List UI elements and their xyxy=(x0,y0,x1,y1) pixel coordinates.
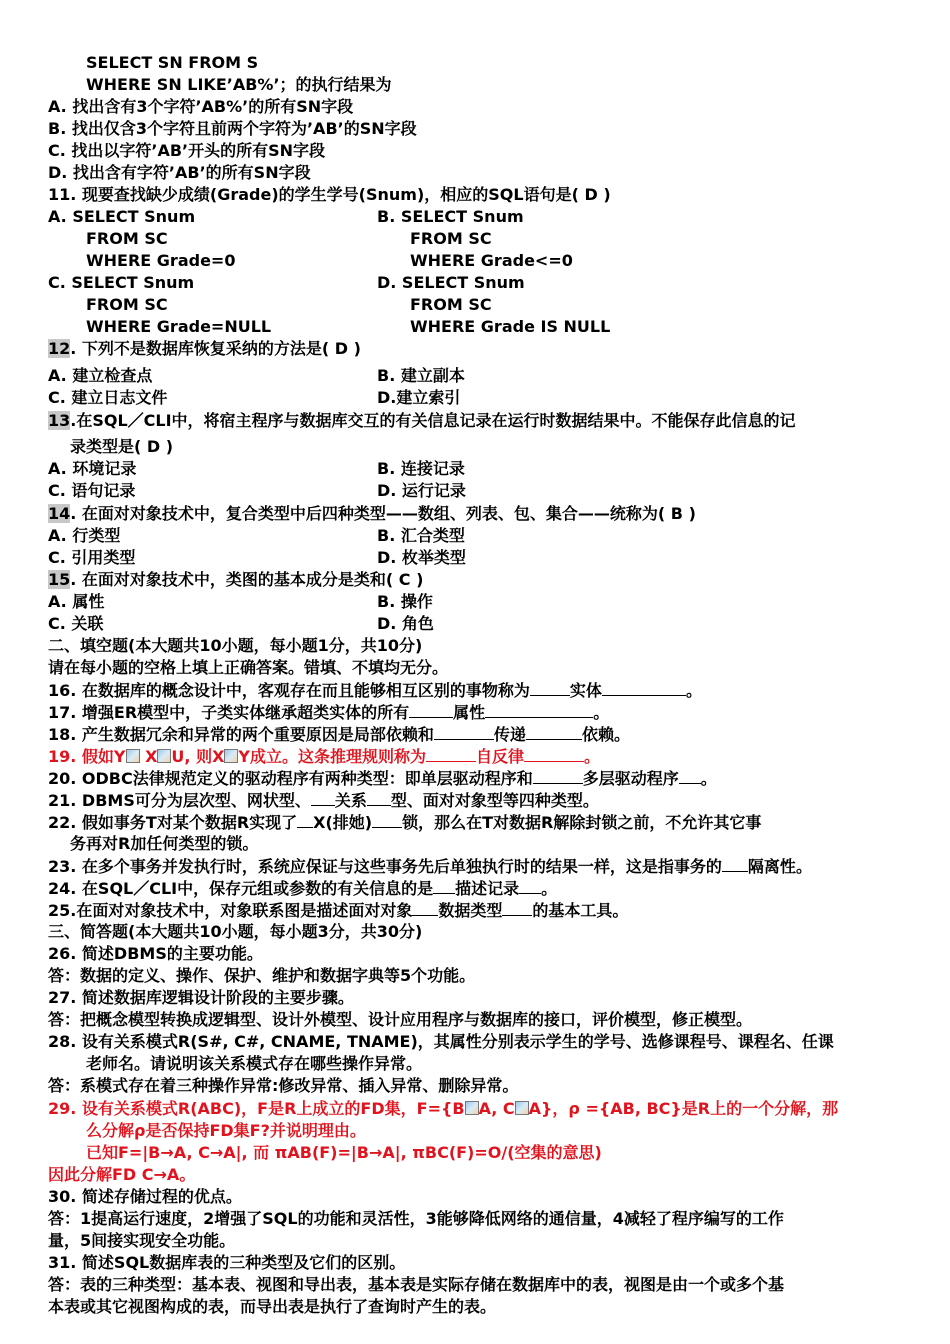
q11-option-c-line1: C. SELECT Snum xyxy=(48,273,195,292)
q11-option-d-line1: D. SELECT Snum xyxy=(377,273,525,292)
q15-option-a: A. 属性 xyxy=(48,592,105,611)
q11-option-a-line1: A. SELECT Snum xyxy=(48,207,196,226)
broken-image-icon xyxy=(515,1101,529,1115)
broken-image-icon xyxy=(224,749,238,763)
q13-option-d: D. 运行记录 xyxy=(377,481,466,500)
q25: 25.在面对对象技术中，对象联系图是描述面对对象 数据类型 的基本工具。 xyxy=(48,901,629,920)
q10-sql-line1: SELECT SN FROM S xyxy=(86,53,259,72)
q10-option-b: B. 找出仅含3个字符且前两个字符为’AB’的SN字段 xyxy=(48,119,417,138)
q18: 18. 产生数据冗余和异常的两个重要原因是局部依赖和 传递 依赖。 xyxy=(48,725,630,744)
q14-option-d: D. 枚举类型 xyxy=(377,548,466,567)
q14-option-b: B. 汇合类型 xyxy=(377,526,465,545)
q12-option-c: C. 建立日志文件 xyxy=(48,388,168,407)
q22-line1: 22. 假如事务T对某个数据R实现了 X(排她) 锁，那么在T对数据R解除封锁之前，不允许其它事 xyxy=(48,813,762,832)
q10-option-d: D. 找出含有字符’AB’的所有SN字段 xyxy=(48,163,311,182)
q11-option-b-line1: B. SELECT Snum xyxy=(377,207,524,226)
q15-option-d: D. 角色 xyxy=(377,614,434,633)
q10-sql-line2: WHERE SN LIKE’AB%’；的执行结果为 xyxy=(86,75,392,94)
q15-stem: 15. 在面对对象技术中，类图的基本成分是类和( C ) xyxy=(48,570,424,589)
q22-line2: 务再对R加任何类型的锁。 xyxy=(70,834,259,853)
q15-option-b: B. 操作 xyxy=(377,592,433,611)
q11-option-c-line2: FROM SC xyxy=(86,295,168,314)
q23: 23. 在多个事务并发执行时，系统应保证与这些事务先后单独执行时的结果一样，这是指事务的 隔离性。 xyxy=(48,857,812,876)
q27-question: 27. 简述数据库逻辑设计阶段的主要步骤。 xyxy=(48,988,354,1007)
q12-option-a: A. 建立检查点 xyxy=(48,366,153,385)
q13-stem-line1: 13.在SQL／CLI中，将宿主程序与数据库交互的有关信息记录在运行时数据结果中。不能保存此信息的记 xyxy=(48,411,796,430)
q10-option-c: C. 找出以字符’AB’开头的所有SN字段 xyxy=(48,141,326,160)
q13-option-a: A. 环境记录 xyxy=(48,459,137,478)
q29-question-line2: 么分解ρ是否保持FD集F?并说明理由。 xyxy=(86,1121,366,1140)
q14-option-a: A. 行类型 xyxy=(48,526,121,545)
q11-option-d-line3: WHERE Grade IS NULL xyxy=(410,317,611,336)
q28-question-line1: 28. 设有关系模式R(S#, C#, CNAME, TNAME)，其属性分别表示学生的学号、选修课程号、课程名、任课 xyxy=(48,1032,834,1051)
q16: 16. 在数据库的概念设计中，客观存在而且能够相互区别的事物称为 实体 。 xyxy=(48,681,702,700)
q24: 24. 在SQL／CLI中，保存元组或参数的有关信息的是 描述记录 。 xyxy=(48,879,558,898)
q31-question: 31. 简述SQL数据库表的三种类型及它们的区别。 xyxy=(48,1253,406,1272)
q26-question: 26. 简述DBMS的主要功能。 xyxy=(48,944,263,963)
q20: 20. ODBC法律规范定义的驱动程序有两种类型：即单层驱动程序和 多层驱动程序 。 xyxy=(48,769,717,788)
section2-instructions: 请在每小题的空格上填上正确答案。错填、不填均无分。 xyxy=(48,658,449,677)
q30-question: 30. 简述存储过程的优点。 xyxy=(48,1187,242,1206)
q28-answer: 答：系模式存在着三种操作异常:修改异常、插入异常、删除异常。 xyxy=(48,1076,519,1095)
q29-question-line1: 29. 设有关系模式R(ABC)，F是R上成立的FD集，F={B A, C A}，ρ ={AB, BC}是R上的一个分解，那 xyxy=(48,1099,839,1118)
q21: 21. DBMS可分为层次型、网状型、 关系 型、面对对象型等四种类型。 xyxy=(48,791,599,810)
broken-image-icon xyxy=(157,749,171,763)
q10-option-a: A. 找出含有3个字符’AB%’的所有SN字段 xyxy=(48,97,354,116)
q11-option-b-line3: WHERE Grade<=0 xyxy=(410,251,573,270)
q14-option-c: C. 引用类型 xyxy=(48,548,136,567)
q28-question-line2: 老师名。请说明该关系模式存在哪些操作异常。 xyxy=(86,1054,423,1073)
q12-stem: 12. 下列不是数据库恢复采纳的方法是( D ) xyxy=(48,339,361,358)
q15-option-c: C. 关联 xyxy=(48,614,104,633)
q26-answer: 答：数据的定义、操作、保护、维护和数据字典等5个功能。 xyxy=(48,966,476,985)
q11-option-c-line3: WHERE Grade=NULL xyxy=(86,317,272,336)
q31-answer-line1: 答：表的三种类型：基本表、视图和导出表，基本表是实际存储在数据库中的表，视图是由一个或多个基 xyxy=(48,1275,785,1294)
q11-option-b-line2: FROM SC xyxy=(410,229,492,248)
q30-answer-line2: 量，5间接实现安全功能。 xyxy=(48,1231,236,1250)
q30-answer-line1: 答：1提高运行速度，2增强了SQL的功能和灵活性，3能够降低网络的通信量，4减轻了程序编写的工作 xyxy=(48,1209,784,1228)
q27-answer: 答：把概念模型转换成逻辑型、设计外模型、设计应用程序与数据库的接口，评价模型，修正模型。 xyxy=(48,1010,753,1029)
q29-answer-line1: 已知F=|B→A, C→A|, 而 πAB(F)=|B→A|, πBC(F)=O/(空集的意思) xyxy=(86,1143,602,1162)
broken-image-icon xyxy=(126,749,140,763)
q12-option-d: D.建立索引 xyxy=(377,388,461,407)
q13-stem-line2: 录类型是( D ) xyxy=(70,437,174,456)
q14-stem: 14. 在面对对象技术中，复合类型中后四种类型——数组、列表、包、集合——统称为( B ) xyxy=(48,504,696,523)
q12-option-b: B. 建立副本 xyxy=(377,366,465,385)
q19: 19. 假如Y X U, 则X Y成立。这条推理规则称为 自反律 。 xyxy=(48,747,601,766)
q31-answer-line2: 本表或其它视图构成的表，而导出表是执行了查询时产生的表。 xyxy=(48,1297,497,1316)
q13-option-c: C. 语句记录 xyxy=(48,481,136,500)
q17: 17. 增强ER模型中，子类实体继承超类实体的所有 属性 。 xyxy=(48,703,610,722)
q11-option-a-line2: FROM SC xyxy=(86,229,168,248)
section2-title: 二、填空题(本大题共10小题，每小题1分，共10分) xyxy=(48,636,423,655)
q11-option-a-line3: WHERE Grade=0 xyxy=(86,251,236,270)
q29-answer-line2: 因此分解FD C→A。 xyxy=(48,1165,196,1184)
section3-title: 三、简答题(本大题共10小题，每小题3分，共30分) xyxy=(48,922,423,941)
q13-option-b: B. 连接记录 xyxy=(377,459,465,478)
q11-option-d-line2: FROM SC xyxy=(410,295,492,314)
q11-stem: 11. 现要查找缺少成绩(Grade)的学生学号(Snum)，相应的SQL语句是( D ) xyxy=(48,185,611,204)
broken-image-icon xyxy=(465,1101,479,1115)
